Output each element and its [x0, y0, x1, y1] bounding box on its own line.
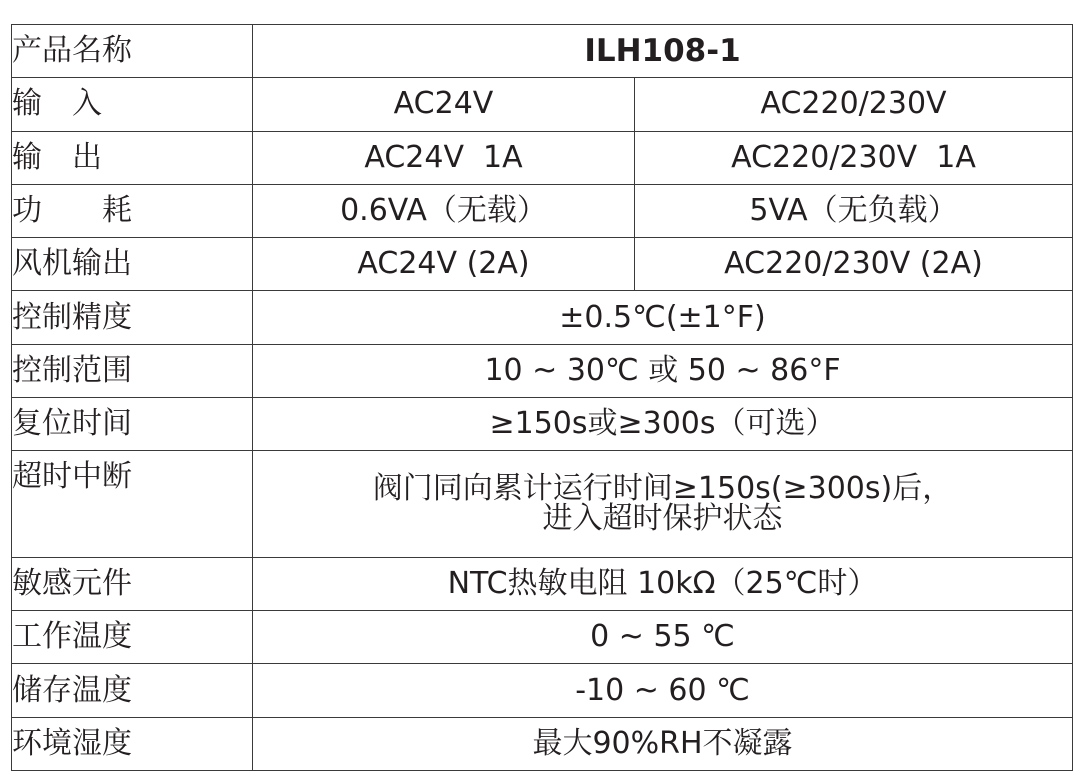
value-input-220v: AC220/230V	[635, 78, 1073, 131]
value-sensor: NTC热敏电阻 10kΩ（25℃时）	[253, 557, 1073, 610]
row-sensor	[12, 557, 1073, 610]
value-input-24v: AC24V	[253, 78, 635, 131]
label-control-range: 控制范围	[12, 344, 253, 397]
label-storage-temp: 储存温度	[12, 664, 253, 717]
row-power	[12, 184, 1073, 237]
row-control-accuracy	[12, 291, 1073, 344]
label-product-name: 产品名称	[12, 25, 253, 78]
label-fan-output: 风机输出	[12, 238, 253, 291]
value-power-220v: 5VA（无负载）	[635, 184, 1073, 237]
value-timeout-interrupt-line2: 进入超时保护状态	[542, 501, 783, 537]
row-control-range	[12, 344, 1073, 397]
row-input	[12, 78, 1073, 131]
row-ambient-humidity	[12, 717, 1073, 770]
label-power: 功 耗	[12, 184, 253, 237]
label-control-accuracy: 控制精度	[12, 291, 253, 344]
value-timeout-interrupt	[253, 451, 1073, 558]
spec-table	[11, 24, 1073, 771]
row-operating-temp	[12, 611, 1073, 664]
label-reset-time: 复位时间	[12, 397, 253, 450]
value-operating-temp: 0 ~ 55 ℃	[253, 611, 1073, 664]
row-timeout-interrupt	[12, 451, 1073, 558]
label-output: 输 出	[12, 131, 253, 184]
value-power-24v: 0.6VA（无载）	[253, 184, 635, 237]
label-operating-temp: 工作温度	[12, 611, 253, 664]
label-sensor: 敏感元件	[12, 557, 253, 610]
row-fan-output	[12, 238, 1073, 291]
row-output	[12, 131, 1073, 184]
value-output-220v: AC220/230V 1A	[635, 131, 1073, 184]
row-storage-temp	[12, 664, 1073, 717]
value-control-range: 10 ~ 30℃ 或 50 ~ 86°F	[253, 344, 1073, 397]
row-product-name	[12, 25, 1073, 78]
value-timeout-interrupt-line1: 阀门同向累计运行时间≥150s(≥300s)后，	[372, 471, 953, 507]
value-ambient-humidity: 最大90%RH不凝露	[253, 717, 1073, 770]
value-control-accuracy: ±0.5℃(±1°F)	[253, 291, 1073, 344]
label-timeout-interrupt: 超时中断	[12, 451, 253, 558]
value-reset-time: ≥150s或≥300s（可选）	[253, 397, 1073, 450]
label-input: 输 入	[12, 78, 253, 131]
label-ambient-humidity: 环境湿度	[12, 717, 253, 770]
value-storage-temp: -10 ~ 60 ℃	[253, 664, 1073, 717]
value-product-name: ILH108-1	[253, 25, 1073, 78]
value-output-24v: AC24V 1A	[253, 131, 635, 184]
value-fan-output-24v: AC24V (2A)	[253, 238, 635, 291]
row-reset-time	[12, 397, 1073, 450]
value-fan-output-220v: AC220/230V (2A)	[635, 238, 1073, 291]
